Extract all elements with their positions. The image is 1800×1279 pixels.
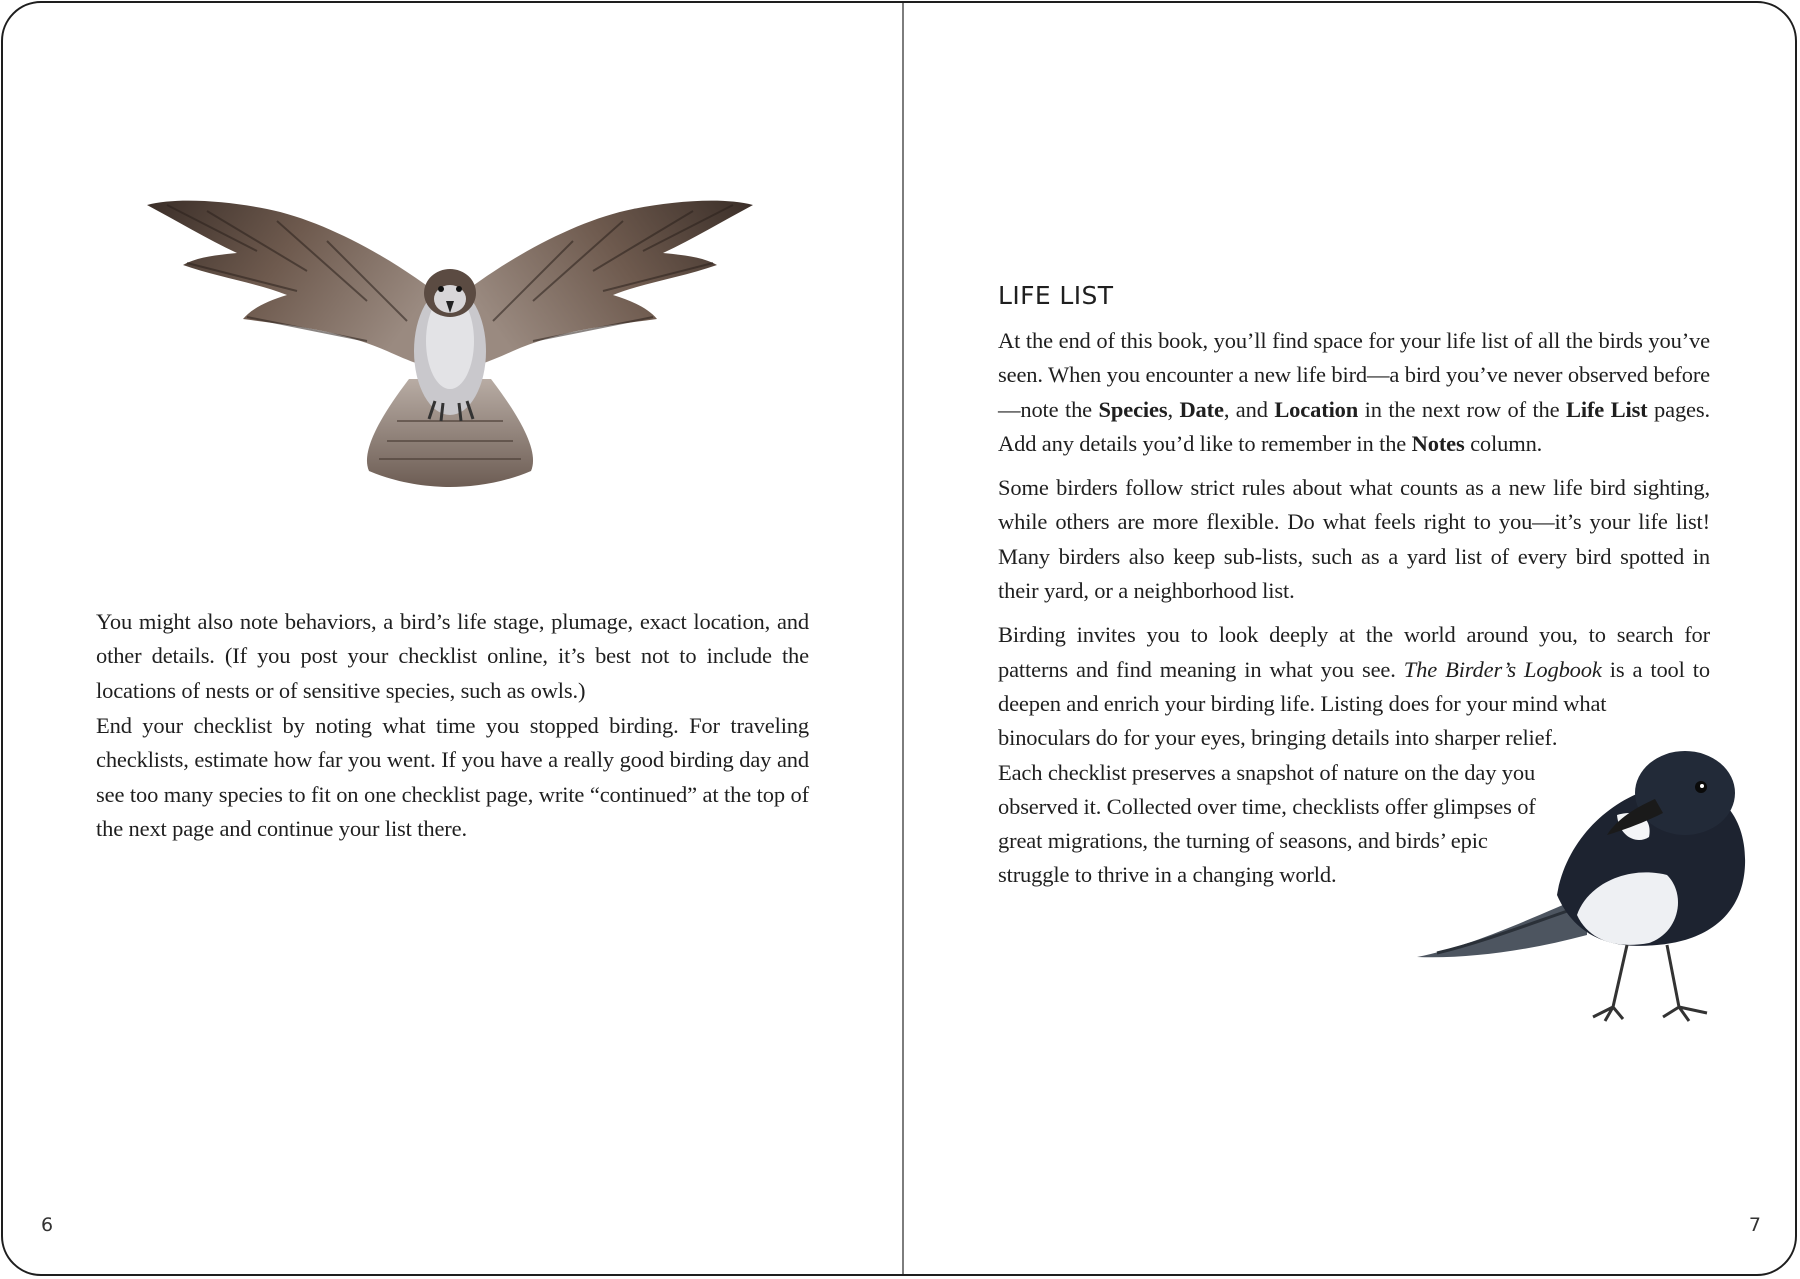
text-run: Birding invites you to look deeply at the world around you, to search for patterns and find meaning in what you see. <box>998 622 1710 682</box>
osprey-illustration <box>147 191 753 487</box>
page-number-right: 7 <box>1748 1214 1761 1236</box>
text-run: in the next row of the <box>1358 396 1566 422</box>
right-paragraph-3 <box>998 618 1710 721</box>
text-run: , <box>1167 396 1180 422</box>
left-page <box>3 3 902 1274</box>
left-paragraph-1: You might also note behaviors, a bird’s life stage, plumage, exact location, and other details. (If you post your checklist online, it’s best not to include the locations of nests or of sensitive species, such as owls.) <box>96 609 809 703</box>
text-run: pages. Add any details you’d like to remember in the <box>998 396 1710 456</box>
term-species: Species <box>1098 396 1168 422</box>
wrapped-line: struggle to thrive in a changing world. <box>998 862 1337 888</box>
term-notes: Notes <box>1411 430 1465 456</box>
text-run: column. <box>1464 430 1543 456</box>
term-date: Date <box>1179 396 1224 422</box>
right-page <box>904 3 1797 1274</box>
wrapped-line: observed it. Collected over time, checklists offer glimpses of <box>998 793 1536 819</box>
text-run: At the end of this book, you’ll find space for your life list of all the birds you’ve seen. When you encounter a new life bird—a bird you’ve never observed before—note the <box>998 328 1710 422</box>
section-heading-life-list: LIFE LIST <box>998 281 1114 310</box>
right-paragraph-1 <box>998 324 1710 461</box>
term-life-list: Life List <box>1565 396 1648 422</box>
wrapped-line: great migrations, the turning of seasons, and birds’ epic <box>998 828 1488 854</box>
page-number-left: 6 <box>41 1214 54 1236</box>
magpie-illustration <box>1417 745 1769 1045</box>
book-title: The Birder’s Logbook <box>1403 656 1602 682</box>
text-run: , and <box>1223 396 1275 422</box>
book-spread <box>1 1 1797 1276</box>
term-location: Location <box>1274 396 1359 422</box>
wrapped-line: Each checklist preserves a snapshot of nature on the day you <box>998 759 1536 785</box>
right-paragraph-2: Some birders follow strict rules about what counts as a new life bird sighting, while others are more flexible. Do what feels right to you—it’s your life list! Many birders also keep sub-lists, such as a yard list of every bird spotted in their yard, or a neighborhood list. <box>998 475 1710 604</box>
text-run: is a tool to deepen and enrich your birding life. Listing does for your mind what <box>998 656 1710 716</box>
wrapped-line: binoculars do for your eyes, bringing details into sharper relief. <box>998 725 1558 751</box>
left-paragraph-2: End your checklist by noting what time you stopped birding. For traveling checklists, estimate how far you went. If you have a really good birding day and see too many species to fit on one checklist page, write “continued” at the top of the next page and continue your list there. <box>96 713 809 841</box>
